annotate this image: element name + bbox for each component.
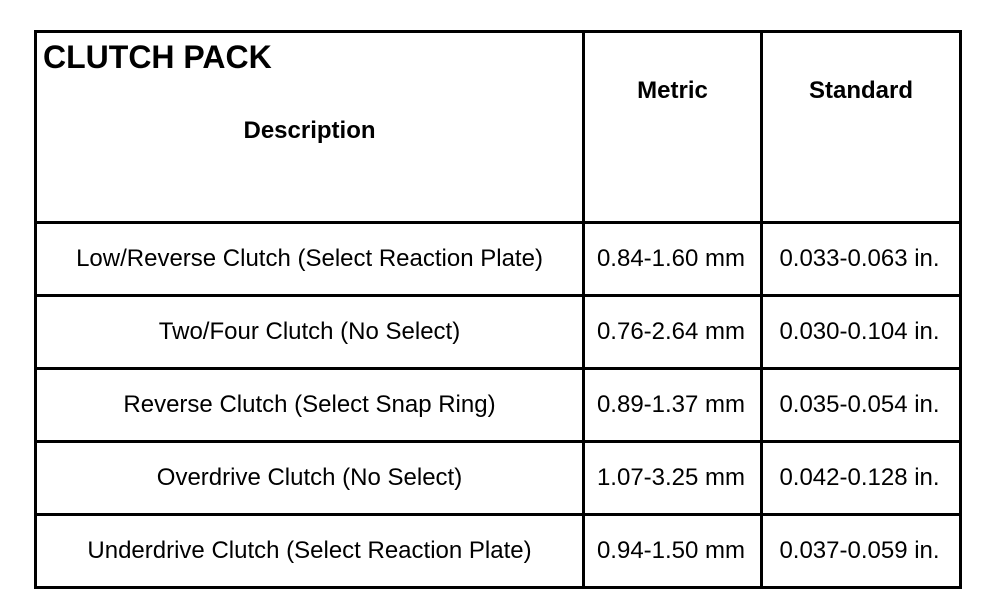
standard-cell	[762, 369, 961, 442]
description-cell: Low/Reverse Clutch (Select Reaction Plate)	[36, 223, 584, 296]
standard-value: 0.042-0.128 in.	[779, 464, 940, 491]
metric-value: 0.76-2.64 mm	[596, 318, 746, 345]
standard-cell	[762, 296, 961, 369]
standard-value: 0.037-0.059 in.	[779, 537, 940, 564]
metric-cell	[584, 369, 762, 442]
description-header-cell	[36, 32, 584, 223]
metric-cell	[584, 223, 762, 296]
table-row	[36, 223, 961, 296]
standard-cell	[762, 442, 961, 515]
metric-value: 0.89-1.37 mm	[596, 391, 746, 418]
standard-column-header: Standard	[762, 32, 961, 223]
standard-value: 0.030-0.104 in.	[779, 318, 940, 345]
metric-value: 0.94-1.50 mm	[596, 537, 746, 564]
description-cell: Reverse Clutch (Select Snap Ring)	[36, 369, 584, 442]
table-row	[36, 296, 961, 369]
metric-value: 0.84-1.60 mm	[596, 245, 746, 272]
table-row	[36, 442, 961, 515]
standard-cell	[762, 223, 961, 296]
table-row	[36, 515, 961, 588]
description-cell: Underdrive Clutch (Select Reaction Plate)	[36, 515, 584, 588]
section-title: CLUTCH PACK	[43, 39, 272, 75]
standard-value: 0.035-0.054 in.	[779, 391, 940, 418]
description-cell: Overdrive Clutch (No Select)	[36, 442, 584, 515]
metric-cell	[584, 442, 762, 515]
standard-cell	[762, 515, 961, 588]
metric-cell	[584, 515, 762, 588]
description-cell: Two/Four Clutch (No Select)	[36, 296, 584, 369]
clutch-pack-table	[34, 30, 962, 589]
standard-value: 0.033-0.063 in.	[779, 245, 940, 272]
metric-value: 1.07-3.25 mm	[596, 464, 746, 491]
description-column-header: Description	[243, 117, 376, 144]
metric-column-header: Metric	[584, 32, 762, 223]
header-row	[36, 32, 961, 223]
metric-cell	[584, 296, 762, 369]
table-row	[36, 369, 961, 442]
